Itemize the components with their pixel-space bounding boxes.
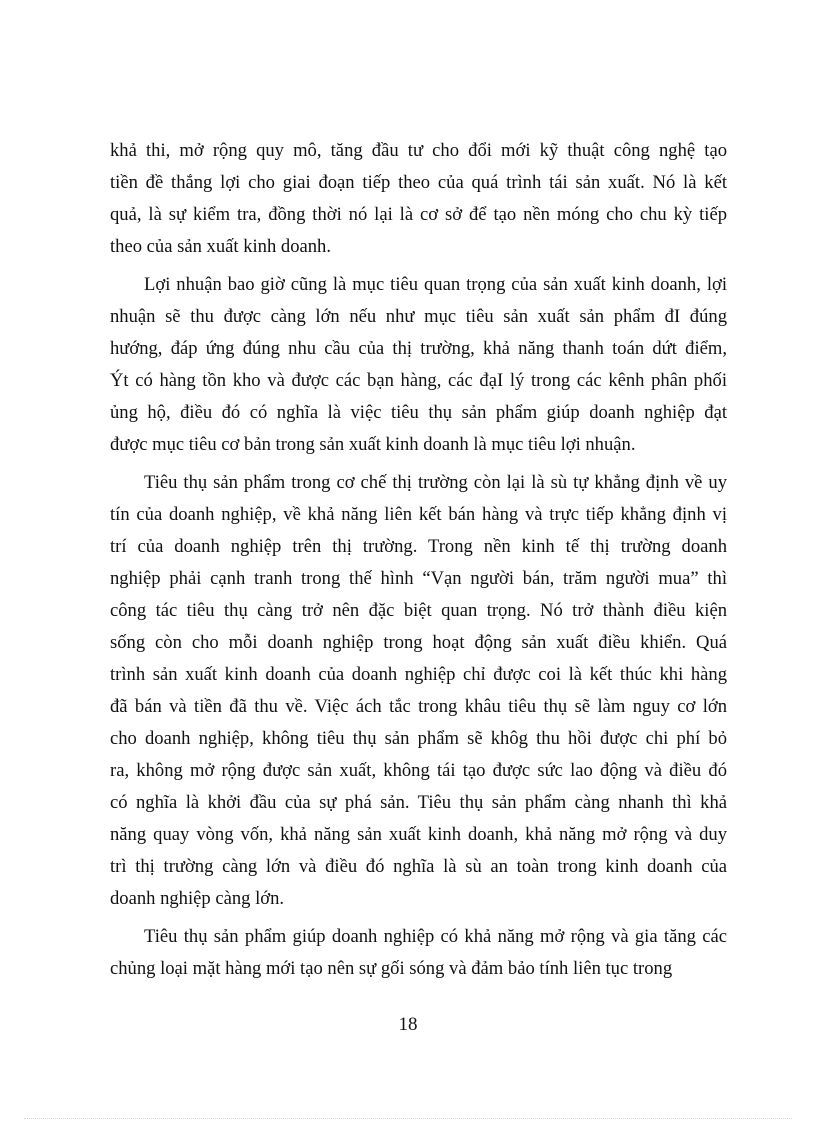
text-line: trí của doanh nghiệp trên thị trường. Trong nền kinh tế thị trường doanh	[110, 536, 727, 557]
page-body	[110, 135, 727, 985]
text-line: theo của sản xuất kinh doanh.	[110, 236, 332, 257]
page-number: 18	[398, 1014, 418, 1035]
page-bottom-divider	[24, 1118, 792, 1119]
text-line: tín của doanh nghiệp, về khả năng liên kết bán hàng và trực tiếp khẳng định vị	[110, 504, 727, 525]
paragraph-1	[110, 135, 727, 263]
text-line: Tiêu thụ sản phẩm trong cơ chế thị trường còn lại là sù tự khẳng định về uy	[144, 472, 727, 493]
text-line: doanh nghiệp càng lớn.	[110, 888, 285, 909]
text-line: công tác tiêu thụ càng trở nên đặc biệt quan trọng. Nó trở thành điều kiện	[110, 600, 727, 621]
text-line: ủng hộ, điều đó có nghĩa là việc tiêu thụ sản phẩm giúp doanh nghiệp đạt	[110, 402, 727, 423]
text-line: quả, là sự kiểm tra, đồng thời nó lại là cơ sở để tạo nền móng cho chu kỳ tiếp	[110, 204, 727, 225]
text-line: Ýt có hàng tồn kho và được các bạn hàng, các đạI lý trong các kênh phân phối	[110, 370, 727, 391]
text-line: đã bán và tiền đã thu về. Việc ách tắc trong khâu tiêu thụ sẽ làm nguy cơ lớn	[110, 696, 727, 717]
text-line: ra, không mở rộng được sản xuất, không tái tạo được sức lao động và điều đó	[110, 760, 727, 781]
text-line: hướng, đáp ứng đúng nhu cầu của thị trường, khả năng thanh toán dứt điểm,	[110, 338, 727, 359]
text-line: nhuận sẽ thu được càng lớn nếu như mục tiêu sản xuất sản phẩm đI đúng	[110, 306, 727, 327]
paragraph-3	[110, 467, 727, 915]
text-line: sống còn cho mỗi doanh nghiệp trong hoạt động sản xuất điều khiển. Quá	[110, 632, 727, 653]
text-line: khả thi, mở rộng quy mô, tăng đầu tư cho đổi mới kỹ thuật công nghệ tạo	[110, 140, 727, 161]
text-line: được mục tiêu cơ bản trong sản xuất kinh doanh là mục tiêu lợi nhuận.	[110, 434, 636, 455]
text-line: có nghĩa là khởi đầu của sự phá sản. Tiêu thụ sản phẩm càng nhanh thì khả	[110, 792, 727, 813]
paragraph-2	[110, 269, 727, 461]
text-line: chủng loại mặt hàng mới tạo nên sự gối sóng và đảm bảo tính liên tục trong	[110, 958, 673, 979]
text-line: trình sản xuất kinh doanh của doanh nghiệp chỉ được coi là kết thúc khi hàng	[110, 664, 727, 685]
text-line: Tiêu thụ sản phẩm giúp doanh nghiệp có khả năng mở rộng và gia tăng các	[144, 926, 727, 947]
paragraph-4	[110, 921, 727, 985]
text-line: trì thị trường càng lớn và điều đó nghĩa là sù an toàn trong kinh doanh của	[110, 856, 727, 877]
text-line: tiền đề thắng lợi cho giai đoạn tiếp theo của quá trình tái sản xuất. Nó là kết	[110, 172, 727, 193]
text-line: cho doanh nghiệp, không tiêu thụ sản phẩm sẽ khôg thu hồi được chi phí bỏ	[110, 728, 727, 749]
text-line: nghiệp phải cạnh tranh trong thế hình “Vạn người bán, trăm người mua” thì	[110, 568, 727, 589]
text-line: năng quay vòng vốn, khả năng sản xuất kinh doanh, khả năng mở rộng và duy	[110, 824, 727, 845]
text-line: Lợi nhuận bao giờ cũng là mục tiêu quan trọng của sản xuất kinh doanh, lợi	[144, 274, 727, 295]
